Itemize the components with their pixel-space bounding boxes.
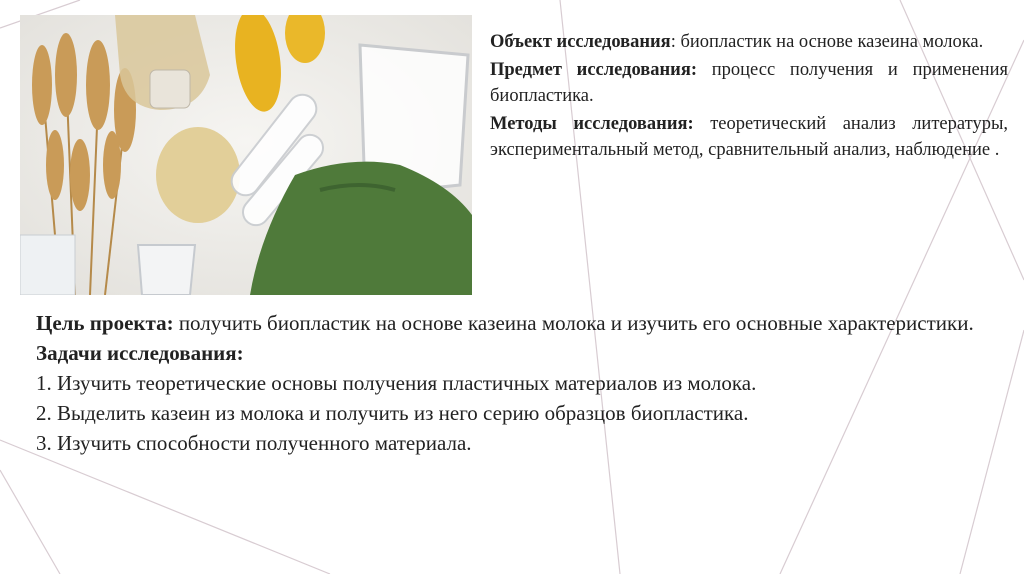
goal-text: получить биопластик на основе казеина молока и изучить его основные характеристики.: [173, 311, 974, 335]
project-goal-and-tasks: [36, 308, 976, 458]
bioplastic-materials-photo: [20, 15, 472, 295]
object-label: Объект исследования: [490, 32, 671, 52]
object-paragraph: [490, 30, 1008, 56]
task-item-2: 2. Выделить казеин из молока и получить из него серию образцов биопластика.: [36, 401, 749, 426]
subject-text: процесс получения и применения биопластика.: [490, 59, 1008, 106]
object-text: : биопластик на основе казеина молока.: [670, 32, 984, 52]
methods-text: теоретический анализ литературы, экспериментальный метод, сравнительный анализ, наблюдение .: [490, 113, 1008, 160]
tasks-label: Задачи исследования:: [36, 341, 244, 366]
goal-label: Цель проекта:: [36, 311, 174, 335]
goal-paragraph: [36, 308, 976, 338]
task-item-3: 3. Изучить способности полученного материала.: [36, 431, 472, 456]
task-item-1: 1. Изучить теоретические основы получения пластичных материалов из молока.: [36, 371, 757, 396]
methods-label: Методы исследования:: [490, 113, 694, 134]
subject-label: Предмет исследования:: [490, 59, 697, 80]
research-info-panel: [490, 30, 1008, 165]
subject-paragraph: [490, 58, 1008, 110]
methods-paragraph: [490, 112, 1008, 164]
tasks-heading: [36, 338, 976, 368]
